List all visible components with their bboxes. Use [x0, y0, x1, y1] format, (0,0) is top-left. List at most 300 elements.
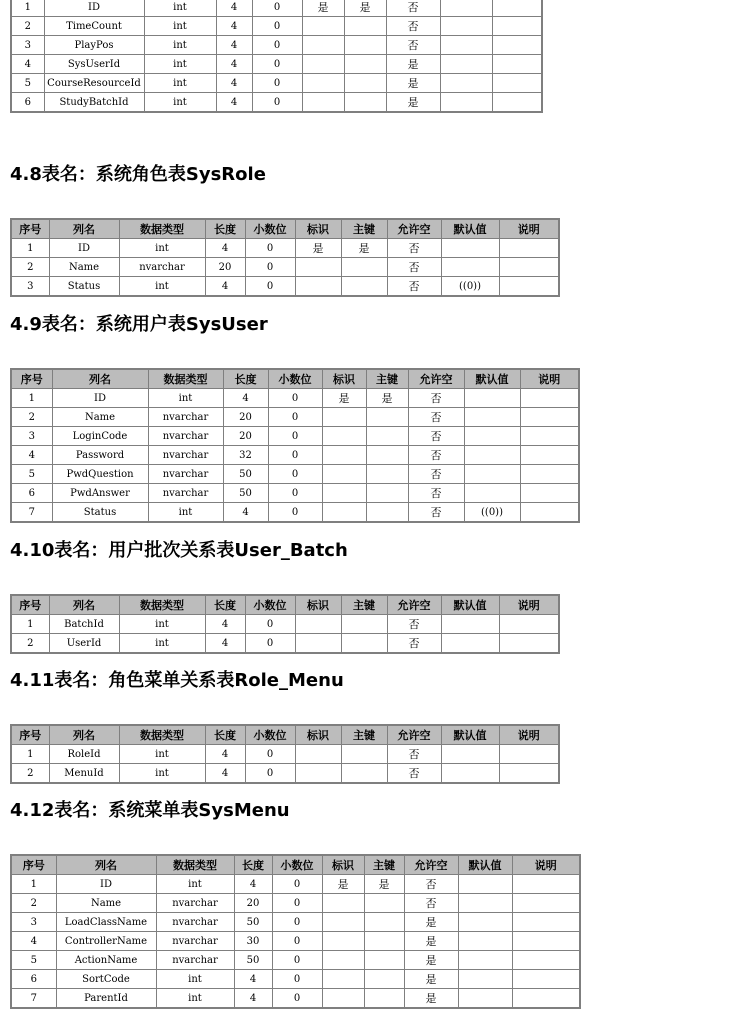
- cell-default-value: [441, 634, 499, 654]
- cell-seq: 2: [11, 894, 56, 913]
- cell-nullable: 是: [386, 74, 440, 93]
- cell-default-value: [441, 745, 499, 764]
- cell-decimals: 0: [245, 615, 295, 634]
- cell-default-value: [458, 913, 512, 932]
- cell-length: 4: [216, 55, 252, 74]
- cell-primary-key: 是: [366, 389, 408, 408]
- table-4-7: [10, 0, 543, 113]
- cell-column-name: Status: [49, 277, 119, 297]
- cell-description: [499, 764, 559, 784]
- cell-data-type: nvarchar: [156, 913, 234, 932]
- table-row: [11, 634, 559, 654]
- cell-identity: [322, 427, 366, 446]
- cell-seq: 6: [11, 970, 56, 989]
- cell-column-name: MenuId: [49, 764, 119, 784]
- cell-data-type: int: [144, 55, 216, 74]
- cell-description: [499, 258, 559, 277]
- cell-data-type: int: [119, 239, 205, 258]
- cell-seq: 2: [11, 258, 49, 277]
- table-row: [11, 875, 580, 894]
- cell-identity: [322, 913, 364, 932]
- cell-nullable: 是: [404, 970, 458, 989]
- cell-identity: [322, 446, 366, 465]
- cell-seq: 3: [11, 913, 56, 932]
- cell-default-value: [464, 446, 520, 465]
- cell-default-value: [458, 875, 512, 894]
- heading-4-12: 4.12表名：系统菜单表SysMenu: [10, 800, 290, 821]
- cell-seq: 2: [11, 408, 52, 427]
- cell-length: 4: [205, 764, 245, 784]
- cell-primary-key: [364, 951, 404, 970]
- header-default-value: 默认值: [441, 725, 499, 745]
- cell-identity: [295, 745, 341, 764]
- cell-length: 4: [216, 17, 252, 36]
- header-length: 长度: [223, 369, 268, 389]
- cell-nullable: 否: [408, 427, 464, 446]
- header-default-value: 默认值: [441, 595, 499, 615]
- cell-description: [512, 970, 580, 989]
- cell-description: [512, 951, 580, 970]
- cell-nullable: 否: [387, 615, 441, 634]
- cell-decimals: 0: [268, 503, 322, 523]
- cell-seq: 1: [11, 875, 56, 894]
- cell-identity: 是: [302, 0, 344, 17]
- cell-nullable: 是: [386, 55, 440, 74]
- cell-length: 50: [223, 465, 268, 484]
- cell-column-name: PwdQuestion: [52, 465, 148, 484]
- table-row: [11, 258, 559, 277]
- cell-decimals: 0: [245, 277, 295, 297]
- cell-default-value: [440, 17, 492, 36]
- table-row: [11, 17, 542, 36]
- cell-seq: 2: [11, 634, 49, 654]
- cell-description: [520, 408, 579, 427]
- cell-primary-key: [366, 427, 408, 446]
- cell-description: [499, 239, 559, 258]
- cell-description: [492, 55, 542, 74]
- cell-data-type: nvarchar: [148, 446, 223, 465]
- table-4-12: [10, 854, 581, 1009]
- header-seq: 序号: [11, 595, 49, 615]
- header-identity: 标识: [295, 219, 341, 239]
- cell-column-name: CourseResourceId: [44, 74, 144, 93]
- header-primary-key: 主键: [341, 595, 387, 615]
- cell-primary-key: [344, 93, 386, 113]
- cell-decimals: 0: [252, 0, 302, 17]
- cell-primary-key: 是: [364, 875, 404, 894]
- cell-nullable: 否: [408, 408, 464, 427]
- table-header-row: [11, 369, 579, 389]
- cell-data-type: int: [148, 503, 223, 523]
- cell-data-type: int: [144, 0, 216, 17]
- cell-identity: 是: [295, 239, 341, 258]
- cell-seq: 6: [11, 484, 52, 503]
- cell-length: 4: [216, 74, 252, 93]
- cell-decimals: 0: [245, 239, 295, 258]
- cell-primary-key: [344, 17, 386, 36]
- table-row: [11, 894, 580, 913]
- cell-default-value: [458, 894, 512, 913]
- cell-description: [492, 17, 542, 36]
- cell-description: [492, 93, 542, 113]
- cell-description: [512, 875, 580, 894]
- cell-default-value: [441, 239, 499, 258]
- cell-data-type: int: [156, 989, 234, 1009]
- cell-data-type: int: [119, 634, 205, 654]
- table-row: [11, 93, 542, 113]
- cell-nullable: 是: [386, 93, 440, 113]
- cell-data-type: nvarchar: [119, 258, 205, 277]
- cell-column-name: Password: [52, 446, 148, 465]
- cell-data-type: int: [144, 17, 216, 36]
- cell-column-name: UserId: [49, 634, 119, 654]
- table-row: [11, 36, 542, 55]
- cell-seq: 7: [11, 989, 56, 1009]
- cell-default-value: [464, 465, 520, 484]
- cell-identity: [322, 894, 364, 913]
- cell-primary-key: [364, 932, 404, 951]
- cell-column-name: ID: [52, 389, 148, 408]
- cell-seq: 7: [11, 503, 52, 523]
- cell-column-name: ParentId: [56, 989, 156, 1009]
- cell-column-name: ID: [56, 875, 156, 894]
- cell-decimals: 0: [245, 258, 295, 277]
- cell-column-name: Status: [52, 503, 148, 523]
- cell-identity: [295, 634, 341, 654]
- cell-column-name: Name: [49, 258, 119, 277]
- cell-column-name: PwdAnswer: [52, 484, 148, 503]
- cell-data-type: int: [119, 745, 205, 764]
- cell-seq: 5: [11, 951, 56, 970]
- header-length: 长度: [205, 595, 245, 615]
- cell-primary-key: [364, 913, 404, 932]
- cell-description: [520, 446, 579, 465]
- cell-nullable: 否: [386, 0, 440, 17]
- cell-primary-key: [341, 764, 387, 784]
- header-seq: 序号: [11, 855, 56, 875]
- cell-length: 30: [234, 932, 272, 951]
- cell-default-value: [464, 484, 520, 503]
- cell-data-type: int: [119, 764, 205, 784]
- table-row: [11, 55, 542, 74]
- cell-description: [512, 913, 580, 932]
- cell-decimals: 0: [252, 17, 302, 36]
- cell-column-name: RoleId: [49, 745, 119, 764]
- cell-identity: [322, 408, 366, 427]
- header-default-value: 默认值: [464, 369, 520, 389]
- table-row: [11, 239, 559, 258]
- cell-column-name: Name: [52, 408, 148, 427]
- header-data-type: 数据类型: [156, 855, 234, 875]
- cell-default-value: [458, 932, 512, 951]
- cell-seq: 1: [11, 745, 49, 764]
- cell-description: [512, 894, 580, 913]
- table-row: [11, 408, 579, 427]
- cell-nullable: 否: [408, 503, 464, 523]
- cell-column-name: PlayPos: [44, 36, 144, 55]
- cell-seq: 1: [11, 615, 49, 634]
- cell-description: [499, 634, 559, 654]
- cell-column-name: TimeCount: [44, 17, 144, 36]
- header-data-type: 数据类型: [119, 219, 205, 239]
- heading-4-10: 4.10表名：用户批次关系表User_Batch: [10, 540, 348, 561]
- cell-nullable: 否: [387, 764, 441, 784]
- cell-decimals: 0: [268, 389, 322, 408]
- cell-nullable: 否: [408, 484, 464, 503]
- cell-identity: [295, 764, 341, 784]
- cell-identity: [322, 970, 364, 989]
- cell-nullable: 否: [387, 745, 441, 764]
- table-row: [11, 389, 579, 408]
- cell-description: [520, 503, 579, 523]
- cell-primary-key: [341, 277, 387, 297]
- cell-default-value: [441, 764, 499, 784]
- header-nullable: 允许空: [387, 219, 441, 239]
- cell-decimals: 0: [252, 55, 302, 74]
- header-decimals: 小数位: [268, 369, 322, 389]
- cell-default-value: [458, 970, 512, 989]
- cell-data-type: nvarchar: [148, 427, 223, 446]
- header-length: 长度: [234, 855, 272, 875]
- cell-column-name: ID: [49, 239, 119, 258]
- header-seq: 序号: [11, 369, 52, 389]
- cell-length: 4: [234, 875, 272, 894]
- header-column-name: 列名: [49, 219, 119, 239]
- cell-primary-key: [366, 446, 408, 465]
- cell-decimals: 0: [272, 913, 322, 932]
- cell-seq: 5: [11, 74, 44, 93]
- cell-length: 4: [216, 0, 252, 17]
- cell-primary-key: [344, 55, 386, 74]
- table-4-8-block: [10, 218, 560, 297]
- cell-nullable: 否: [386, 36, 440, 55]
- cell-description: [499, 277, 559, 297]
- cell-column-name: ControllerName: [56, 932, 156, 951]
- cell-decimals: 0: [268, 427, 322, 446]
- cell-length: 4: [205, 634, 245, 654]
- cell-identity: [322, 484, 366, 503]
- cell-primary-key: [344, 74, 386, 93]
- header-default-value: 默认值: [458, 855, 512, 875]
- cell-default-value: [464, 427, 520, 446]
- header-primary-key: 主键: [341, 725, 387, 745]
- header-nullable: 允许空: [404, 855, 458, 875]
- cell-primary-key: [341, 634, 387, 654]
- cell-decimals: 0: [272, 970, 322, 989]
- table-4-9: [10, 368, 580, 523]
- header-description: 说明: [499, 219, 559, 239]
- cell-seq: 3: [11, 427, 52, 446]
- cell-seq: 4: [11, 55, 44, 74]
- cell-default-value: [440, 0, 492, 17]
- table-4-10: [10, 594, 560, 654]
- cell-data-type: int: [156, 970, 234, 989]
- cell-description: [520, 389, 579, 408]
- cell-seq: 4: [11, 446, 52, 465]
- cell-nullable: 否: [387, 239, 441, 258]
- cell-seq: 2: [11, 764, 49, 784]
- cell-primary-key: [364, 970, 404, 989]
- header-primary-key: 主键: [366, 369, 408, 389]
- cell-description: [512, 989, 580, 1009]
- header-decimals: 小数位: [272, 855, 322, 875]
- table-row: [11, 446, 579, 465]
- cell-nullable: 是: [404, 913, 458, 932]
- cell-data-type: int: [156, 875, 234, 894]
- header-seq: 序号: [11, 219, 49, 239]
- cell-decimals: 0: [252, 74, 302, 93]
- cell-column-name: SysUserId: [44, 55, 144, 74]
- cell-default-value: [440, 74, 492, 93]
- cell-nullable: 否: [404, 894, 458, 913]
- cell-identity: [322, 989, 364, 1009]
- cell-identity: [302, 74, 344, 93]
- header-decimals: 小数位: [245, 725, 295, 745]
- cell-column-name: Name: [56, 894, 156, 913]
- cell-data-type: int: [144, 36, 216, 55]
- cell-seq: 6: [11, 93, 44, 113]
- cell-seq: 1: [11, 389, 52, 408]
- cell-column-name: LoginCode: [52, 427, 148, 446]
- cell-decimals: 0: [268, 484, 322, 503]
- cell-seq: 1: [11, 239, 49, 258]
- heading-4-8: 4.8表名：系统角色表SysRole: [10, 164, 266, 185]
- cell-decimals: 0: [272, 932, 322, 951]
- table-row: [11, 745, 559, 764]
- cell-data-type: nvarchar: [148, 484, 223, 503]
- header-column-name: 列名: [56, 855, 156, 875]
- cell-description: [499, 615, 559, 634]
- table-header-row: [11, 219, 559, 239]
- header-length: 长度: [205, 725, 245, 745]
- cell-description: [492, 74, 542, 93]
- cell-default-value: [440, 55, 492, 74]
- cell-data-type: int: [144, 93, 216, 113]
- cell-default-value: ((0)): [441, 277, 499, 297]
- cell-identity: [302, 55, 344, 74]
- table-4-10-block: [10, 594, 560, 654]
- cell-length: 50: [234, 951, 272, 970]
- cell-decimals: 0: [245, 634, 295, 654]
- cell-description: [520, 427, 579, 446]
- cell-length: 50: [234, 913, 272, 932]
- cell-decimals: 0: [245, 764, 295, 784]
- cell-default-value: [458, 951, 512, 970]
- cell-decimals: 0: [272, 989, 322, 1009]
- table-4-7-block: [10, 0, 543, 113]
- cell-decimals: 0: [272, 894, 322, 913]
- cell-primary-key: [341, 745, 387, 764]
- cell-decimals: 0: [252, 36, 302, 55]
- table-row: [11, 484, 579, 503]
- cell-identity: 是: [322, 875, 364, 894]
- cell-identity: [302, 36, 344, 55]
- cell-data-type: int: [119, 277, 205, 297]
- header-data-type: 数据类型: [119, 595, 205, 615]
- cell-nullable: 否: [404, 875, 458, 894]
- cell-decimals: 0: [245, 745, 295, 764]
- cell-identity: [295, 258, 341, 277]
- cell-length: 4: [205, 615, 245, 634]
- cell-nullable: 否: [387, 277, 441, 297]
- cell-data-type: nvarchar: [156, 951, 234, 970]
- cell-decimals: 0: [272, 951, 322, 970]
- cell-data-type: nvarchar: [148, 465, 223, 484]
- cell-column-name: ID: [44, 0, 144, 17]
- cell-nullable: 是: [404, 951, 458, 970]
- table-row: [11, 764, 559, 784]
- cell-column-name: ActionName: [56, 951, 156, 970]
- header-description: 说明: [499, 595, 559, 615]
- table-row: [11, 503, 579, 523]
- cell-length: 4: [205, 239, 245, 258]
- cell-decimals: 0: [268, 465, 322, 484]
- table-row: [11, 277, 559, 297]
- cell-identity: [322, 465, 366, 484]
- cell-decimals: 0: [272, 875, 322, 894]
- cell-length: 4: [234, 970, 272, 989]
- cell-nullable: 否: [386, 17, 440, 36]
- table-row: [11, 74, 542, 93]
- cell-column-name: SortCode: [56, 970, 156, 989]
- cell-decimals: 0: [268, 408, 322, 427]
- cell-length: 20: [205, 258, 245, 277]
- cell-length: 4: [205, 277, 245, 297]
- cell-primary-key: [366, 465, 408, 484]
- cell-nullable: 否: [408, 465, 464, 484]
- cell-length: 20: [234, 894, 272, 913]
- header-description: 说明: [512, 855, 580, 875]
- cell-default-value: [458, 989, 512, 1009]
- table-row: [11, 615, 559, 634]
- cell-length: 4: [223, 389, 268, 408]
- table-4-9-block: [10, 368, 580, 523]
- table-row: [11, 465, 579, 484]
- header-length: 长度: [205, 219, 245, 239]
- header-nullable: 允许空: [387, 725, 441, 745]
- table-4-8: [10, 218, 560, 297]
- cell-nullable: 是: [404, 989, 458, 1009]
- table-row: [11, 427, 579, 446]
- header-decimals: 小数位: [245, 595, 295, 615]
- header-data-type: 数据类型: [148, 369, 223, 389]
- cell-length: 4: [234, 989, 272, 1009]
- cell-column-name: StudyBatchId: [44, 93, 144, 113]
- cell-default-value: [441, 615, 499, 634]
- table-header-row: [11, 855, 580, 875]
- cell-decimals: 0: [252, 93, 302, 113]
- cell-primary-key: [366, 408, 408, 427]
- header-seq: 序号: [11, 725, 49, 745]
- cell-length: 4: [205, 745, 245, 764]
- header-primary-key: 主键: [364, 855, 404, 875]
- cell-length: 4: [216, 36, 252, 55]
- cell-identity: [322, 932, 364, 951]
- cell-primary-key: [341, 615, 387, 634]
- cell-primary-key: [366, 484, 408, 503]
- cell-identity: [322, 503, 366, 523]
- cell-data-type: nvarchar: [156, 894, 234, 913]
- table-row: [11, 951, 580, 970]
- header-primary-key: 主键: [341, 219, 387, 239]
- cell-primary-key: 是: [344, 0, 386, 17]
- cell-nullable: 否: [408, 446, 464, 465]
- cell-identity: [295, 277, 341, 297]
- cell-default-value: [464, 389, 520, 408]
- cell-default-value: [441, 258, 499, 277]
- header-identity: 标识: [295, 725, 341, 745]
- heading-4-11: 4.11表名：角色菜单关系表Role_Menu: [10, 670, 344, 691]
